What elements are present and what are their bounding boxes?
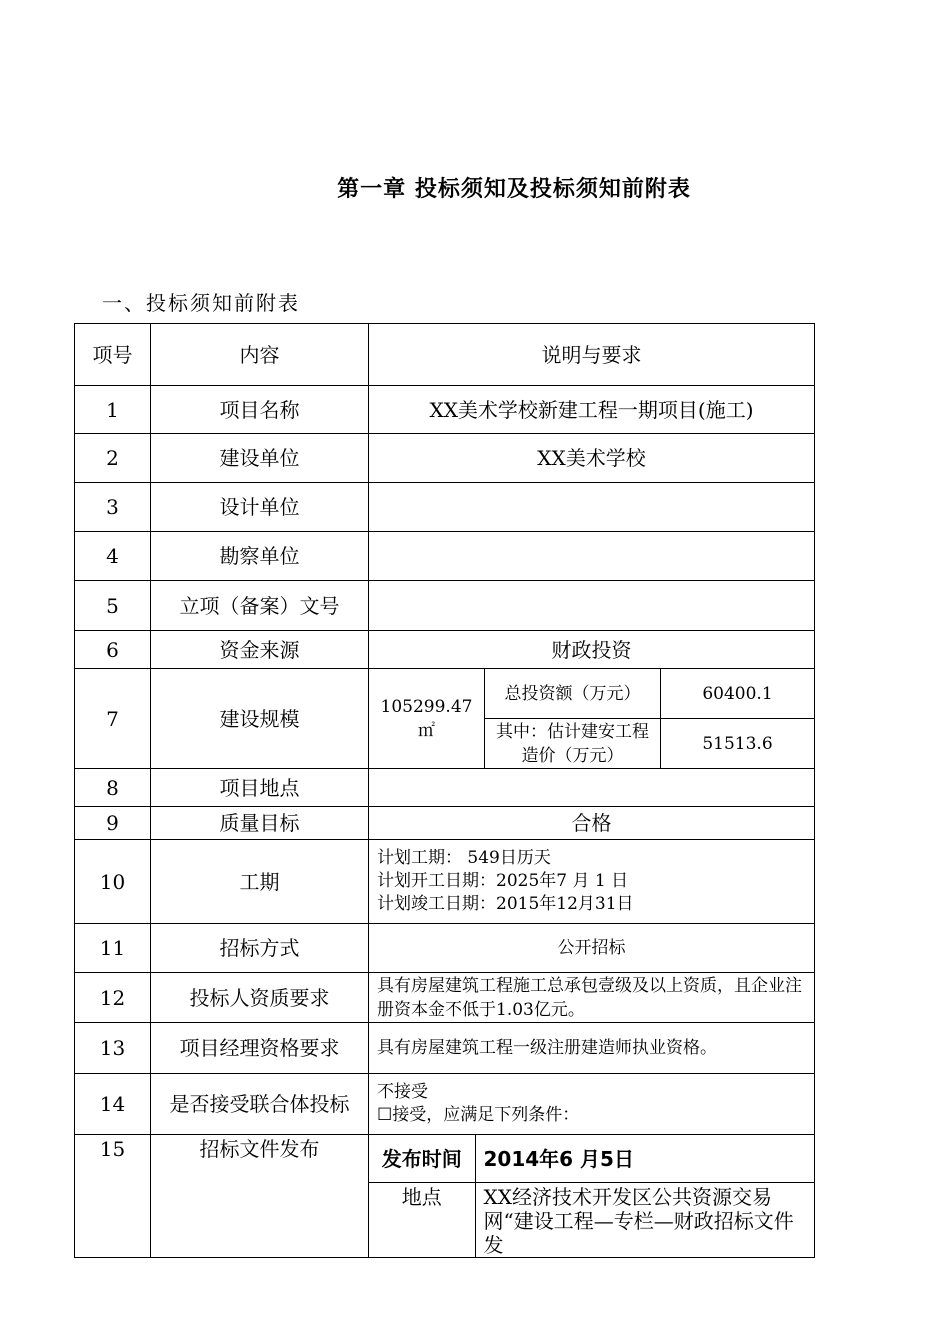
consortium-not-accepted: 不接受 [377, 1082, 428, 1102]
publish-location-label: 地点 [369, 1183, 475, 1257]
row-item: 立项（备案）文号 [151, 581, 369, 631]
row-item: 设计单位 [151, 483, 369, 532]
consortium-desc [369, 1074, 815, 1135]
row-item: 投标人资质要求 [151, 973, 369, 1023]
row-item: 质量目标 [151, 807, 369, 840]
planned-duration: 计划工期： 549日历天 [377, 848, 551, 868]
row-no: 9 [75, 807, 151, 840]
row-no: 1 [75, 386, 151, 434]
row-desc [369, 532, 815, 581]
row-item: 招标方式 [151, 924, 369, 973]
building-area [369, 669, 485, 769]
table-row [75, 581, 815, 631]
row-no: 15 [75, 1135, 151, 1258]
location-sub-table [369, 1183, 814, 1257]
row-no: 8 [75, 769, 151, 807]
table-row [75, 532, 815, 581]
header-desc: 说明与要求 [369, 324, 815, 386]
table-row-publish [75, 1135, 815, 1183]
table-row [75, 1074, 815, 1135]
table-row [75, 807, 815, 840]
row-no: 10 [75, 840, 151, 924]
table-row-scale [75, 669, 815, 719]
row-item: 项目经理资格要求 [151, 1023, 369, 1074]
header-item: 内容 [151, 324, 369, 386]
row-desc: 合格 [369, 807, 815, 840]
table-row [75, 1023, 815, 1074]
publish-sub-cell [369, 1135, 815, 1183]
table-row [75, 483, 815, 532]
publish-time-value: 2014年6 月5日 [475, 1135, 814, 1182]
row-item: 工期 [151, 840, 369, 924]
table-row [75, 924, 815, 973]
schedule-desc [369, 840, 815, 924]
table-row-schedule [75, 840, 815, 924]
construction-cost-value: 51513.6 [661, 719, 815, 769]
publish-time-label: 发布时间 [369, 1135, 475, 1182]
table-row [75, 386, 815, 434]
row-no: 7 [75, 669, 151, 769]
row-desc [369, 483, 815, 532]
row-item: 勘察单位 [151, 532, 369, 581]
construction-cost-label: 其中：估计建安工程造价（万元） [485, 719, 661, 769]
row-no: 2 [75, 434, 151, 483]
planned-start-date: 计划开工日期：2025年7 月 1 日 [377, 871, 629, 891]
total-investment-value: 60400.1 [661, 669, 815, 719]
row-desc: XX美术学校 [369, 434, 815, 483]
row-no: 3 [75, 483, 151, 532]
table-row [75, 973, 815, 1023]
location-sub-cell [369, 1183, 815, 1258]
row-desc [369, 769, 815, 807]
building-area-unit: ㎡ [418, 720, 435, 741]
row-no: 14 [75, 1074, 151, 1135]
row-no: 4 [75, 532, 151, 581]
row-no: 5 [75, 581, 151, 631]
row-desc: 公开招标 [369, 924, 815, 973]
row-no: 12 [75, 973, 151, 1023]
publish-sub-table [369, 1135, 814, 1182]
row-desc: 具有房屋建筑工程施工总承包壹级及以上资质，且企业注册资本金不低于1.03亿元。 [369, 973, 815, 1023]
row-item: 资金来源 [151, 631, 369, 669]
planned-completion-date: 计划竣工日期：2015年12月31日 [377, 894, 634, 914]
section-heading: 一、投标须知前附表 [102, 291, 300, 315]
row-desc: 具有房屋建筑工程一级注册建造师执业资格。 [369, 1023, 815, 1074]
row-no: 11 [75, 924, 151, 973]
total-investment-label: 总投资额（万元） [485, 669, 661, 719]
publish-location-value: XX经济技术开发区公共资源交易网“建设工程—专栏—财政招标文件发 [475, 1183, 814, 1257]
row-desc: XX美术学校新建工程一期项目(施工) [369, 386, 815, 434]
row-desc: 财政投资 [369, 631, 815, 669]
chapter-title: 第一章 投标须知及投标须知前附表 [337, 177, 691, 202]
row-desc [369, 581, 815, 631]
header-no: 项号 [75, 324, 151, 386]
row-item: 项目名称 [151, 386, 369, 434]
table-row [75, 769, 815, 807]
row-item: 招标文件发布 [151, 1135, 369, 1258]
table-row [75, 434, 815, 483]
bid-notice-table [74, 323, 815, 1258]
row-item: 项目地点 [151, 769, 369, 807]
row-item: 是否接受联合体投标 [151, 1074, 369, 1135]
table-header-row [75, 324, 815, 386]
consortium-accepted-option: ☐接受，应满足下列条件： [377, 1105, 580, 1125]
table-row [75, 631, 815, 669]
row-no: 6 [75, 631, 151, 669]
building-area-value: 105299.47 [380, 696, 473, 717]
row-item: 建设规模 [151, 669, 369, 769]
row-no: 13 [75, 1023, 151, 1074]
row-item: 建设单位 [151, 434, 369, 483]
